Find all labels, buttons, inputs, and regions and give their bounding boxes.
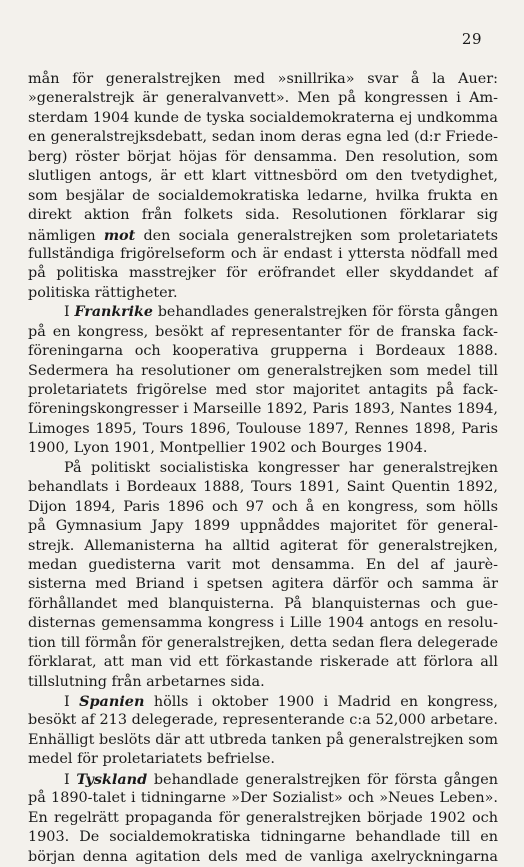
text-line — [28, 439, 498, 458]
text-line — [28, 731, 498, 750]
text-run: föreningarna och kooperativa grupperna i Bordeaux 1888. — [28, 343, 498, 360]
text-line — [28, 128, 498, 147]
text-line — [28, 711, 498, 730]
text-line — [28, 342, 498, 361]
text-line — [28, 420, 498, 439]
text-line — [28, 478, 498, 497]
text-line — [28, 284, 498, 303]
text-run: proletariatets frigörelse med stor majoritet antagits på fack- — [28, 382, 498, 398]
text-run: tillslutning från arbetarnes sida. — [28, 673, 265, 690]
text-run: En regelrätt propaganda för generalstrejken började 1902 och — [28, 809, 498, 826]
text-run: på en kongress, besökt af representanter för de franska fack- — [28, 323, 498, 340]
text-line — [28, 809, 498, 828]
text-line — [28, 750, 498, 769]
page-number: 29 — [461, 30, 482, 48]
text-run: På politiskt socialistiska kongresser har generalstrejken — [64, 459, 498, 476]
text-line — [28, 653, 498, 672]
emphasized-word: Tyskland — [76, 770, 148, 788]
body-text — [28, 70, 498, 867]
text-run: politiska rättigheter. — [28, 284, 178, 301]
text-run: behandlades generalstrejken för första gången — [152, 304, 498, 321]
text-line — [28, 323, 498, 342]
text-run: sterdam 1904 kunde de tyska socialdemokraterna ej undkomma — [28, 109, 498, 126]
text-run: förklarat, att man vid ett förkastande riskerade att förlora all — [28, 654, 498, 671]
text-line — [28, 206, 498, 225]
text-run: behandlats i Bordeaux 1888, Tours 1891, Saint Quentin 1892, — [28, 479, 498, 496]
text-line — [28, 226, 498, 245]
text-line — [28, 148, 498, 167]
text-run: slutligen antogs, är ett klart vittnesbörd om den tvetydighet, — [28, 168, 498, 185]
text-run: sisterna med Briand i spetsen agitera därför och samma är — [28, 576, 498, 593]
text-run: I — [64, 304, 75, 321]
text-run: behandlade generalstrejken för första gången — [147, 771, 498, 788]
text-line — [28, 498, 498, 517]
emphasized-word: mot — [103, 226, 136, 244]
text-run: medan guedisterna varit mot densamma. En del af jaurè- — [28, 556, 498, 573]
text-line — [28, 362, 498, 381]
text-run: mån för generalstrejken med »snillrika» svar å la Auer: — [28, 71, 498, 87]
text-line — [28, 848, 498, 867]
text-line — [28, 187, 498, 206]
text-run: I — [64, 771, 77, 788]
text-run: den sociala generalstrejken som proletariatets — [135, 227, 498, 244]
text-run: fullständiga frigörelseform och är endast i yttersta nödfall med — [28, 245, 498, 262]
text-run: hölls i oktober 1900 i Madrid en kongress, — [144, 694, 498, 710]
text-run: Enhälligt beslöts där att utbreda tanken på generalstrejken som — [28, 731, 498, 748]
text-run: på 1890-talet i tidningarne »Der Sozialist» och »Neues Leben». — [28, 790, 498, 807]
text-run: Sedermera ha resolutioner om generalstrejken som medel till — [28, 362, 498, 379]
text-run: berg) röster börjat höjas för densamma. Den resolution, som — [28, 148, 498, 165]
text-line — [28, 517, 498, 536]
text-line — [28, 770, 498, 789]
text-line — [28, 537, 498, 556]
text-run: disternas gemensamma kongress i Lille 1904 antogs en resolu- — [28, 615, 498, 632]
text-line — [28, 595, 498, 614]
text-run: som besjälar de socialdemokratiska ledarne, hvilka frukta en — [28, 187, 498, 204]
text-run: »generalstrejk är generalvanvett». Men på kongressen i Am- — [28, 90, 498, 107]
text-line — [28, 692, 498, 711]
text-run: medel för proletariatets befrielse. — [28, 751, 275, 768]
text-line — [28, 459, 498, 478]
text-line — [28, 109, 498, 128]
emphasized-word: Frankrike — [74, 304, 153, 321]
text-line — [28, 614, 498, 633]
text-line — [28, 828, 498, 847]
emphasized-word: Spanien — [79, 693, 145, 710]
text-run: nämligen — [28, 227, 104, 244]
text-line — [28, 789, 498, 808]
text-run: strejk. Allemanisterna ha alltid agiterat för generalstrejken, — [28, 537, 498, 554]
text-line — [28, 400, 498, 419]
text-run: på Gymnasium Japy 1899 uppnåddes majoritet för general- — [28, 518, 498, 535]
text-line — [28, 673, 498, 692]
text-run: direkt aktion från folkets sida. Resolutionen förklarar sig — [28, 207, 498, 224]
text-line — [28, 245, 498, 264]
text-line — [28, 381, 498, 400]
text-line — [28, 264, 498, 283]
text-line — [28, 70, 498, 89]
text-run: 1903. De socialdemokratiska tidningarne behandlade till en — [28, 829, 498, 846]
text-line — [28, 556, 498, 575]
text-run: en generalstrejksdebatt, sedan inom deras egna led (d:r Friede- — [28, 129, 498, 146]
text-run: 1900, Lyon 1901, Montpellier 1902 och Bourges 1904. — [28, 440, 428, 457]
text-run: I — [64, 694, 80, 710]
text-run: början denna agitation dels med de vanliga axelryckningarna — [28, 848, 498, 865]
text-line — [28, 89, 498, 108]
text-line — [28, 634, 498, 653]
text-run: föreningskongresser i Marseille 1892, Paris 1893, Nantes 1894, — [28, 401, 498, 418]
text-run: Dijon 1894, Paris 1896 och 97 och å en kongress, som hölls — [28, 498, 498, 515]
text-run: tion till förmån för generalstrejken, detta sedan flera delegerade — [28, 634, 498, 651]
text-run: på politiska masstrejker för eröfrandet eller skyddandet af — [28, 265, 498, 282]
text-line — [28, 303, 498, 322]
text-run: Limoges 1895, Tours 1896, Toulouse 1897, Rennes 1898, Paris — [28, 420, 498, 437]
text-line — [28, 575, 498, 594]
text-run: förhållandet med blanquisterna. På blanquisternas och gue- — [28, 595, 498, 612]
text-line — [28, 167, 498, 186]
text-run: besökt af 213 delegerade, representerande c:a 52,000 arbetare. — [28, 712, 498, 729]
